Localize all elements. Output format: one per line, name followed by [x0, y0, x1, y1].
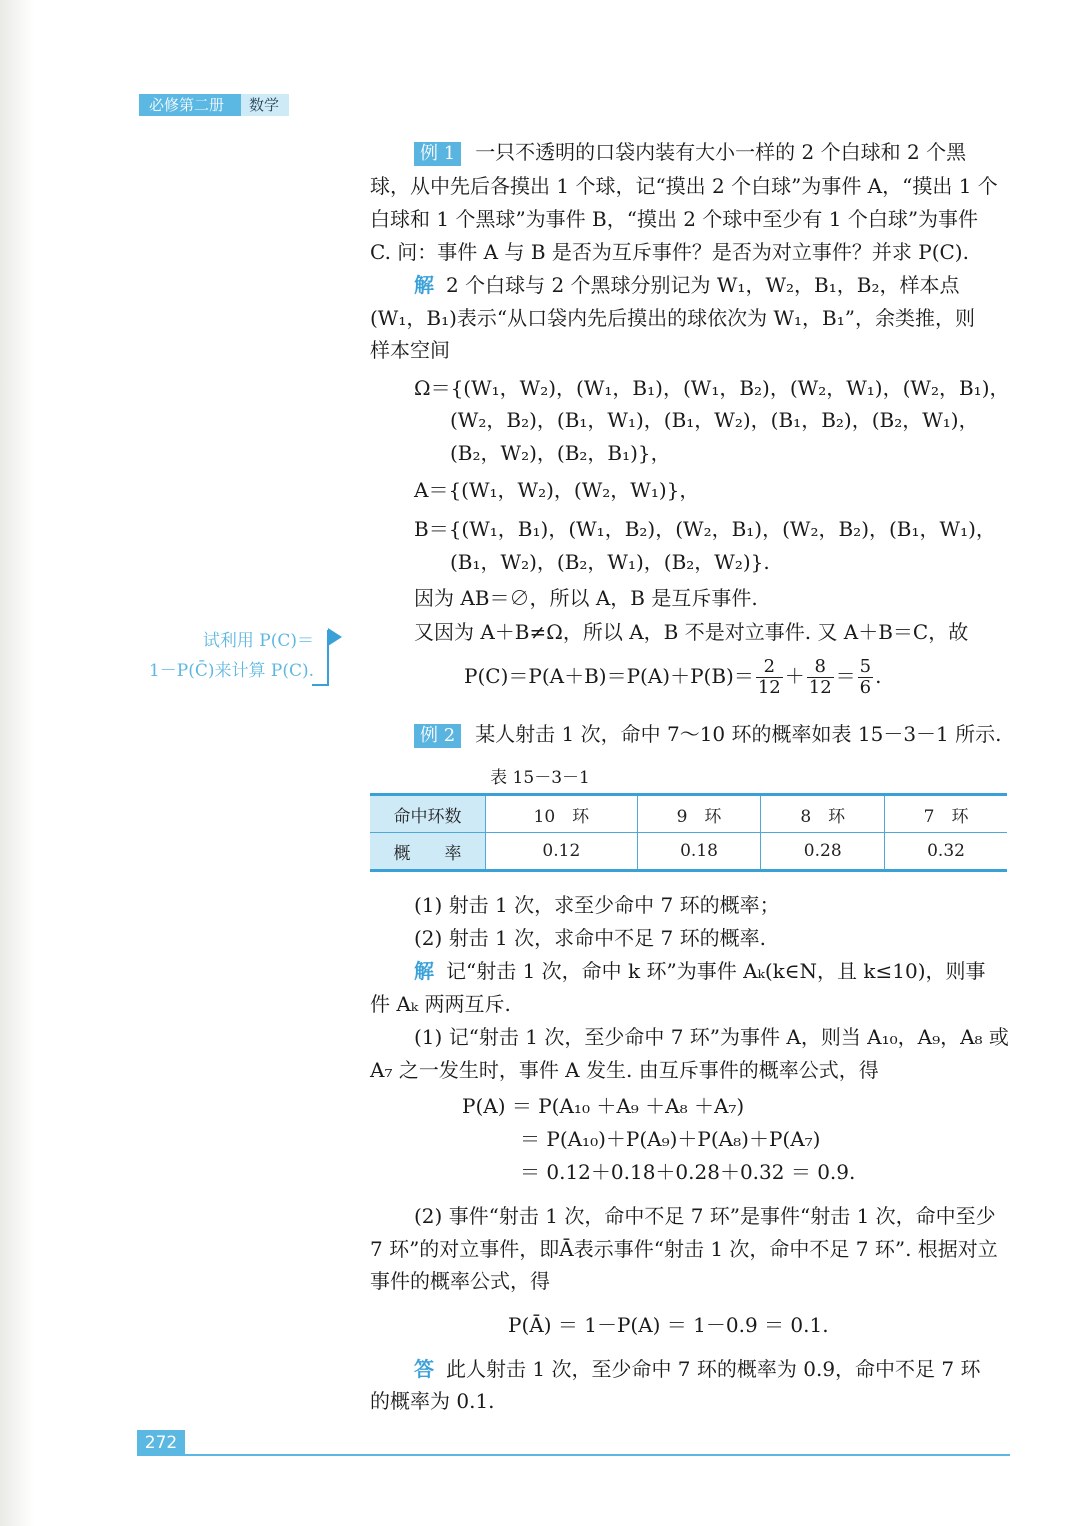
fraction [756, 657, 783, 698]
event-b-equation: (B₁，W₂)，(B₂，W₁)，(B₂，W₂)}. [450, 550, 770, 574]
example1-first-line [414, 138, 966, 166]
fraction [807, 657, 834, 698]
solution-text: (W₁，B₁)表示“从口袋内先后摸出的球依次为 W₁，B₁”，余类推，则 [370, 306, 975, 330]
example2-text: 某人射击 1 次，命中 7～10 环的概率如表 15－3－1 所示. [475, 722, 1002, 746]
not-opposite-statement: 又因为 A＋B≠Ω，所以 A，B 不是对立事件. 又 A＋B＝C，故 [414, 620, 969, 644]
period: . [875, 664, 882, 688]
example2-solution-line [414, 957, 986, 985]
part1-text: (1) 记“射击 1 次，至少命中 7 环”为事件 A，则当 A₁₀，A₉，A₈ 或 [414, 1025, 1009, 1049]
fraction [858, 657, 873, 698]
answer-text: 此人射击 1 次，至少命中 7 环的概率为 0.9，命中不足 7 环 [446, 1357, 981, 1381]
part2-text: (2) 事件“射击 1 次，命中不足 7 环”是事件“射击 1 次，命中至少 [414, 1204, 996, 1228]
margin-note-line: 1－P(C̄)来计算 P(C). [148, 661, 314, 681]
example1-text: C. 问：事件 A 与 B 是否为互斥事件？是否为对立事件？并求 P(C). [370, 240, 969, 264]
running-header [139, 94, 289, 116]
numerator: 2 [756, 657, 783, 678]
solution-label: 解 [414, 959, 434, 983]
example1-text: 白球和 1 个黑球”为事件 B，“摸出 2 个球中至少有 1 个白球”为事件 [370, 207, 979, 231]
omega-equation: (W₂，B₂)，(B₁，W₁)，(B₁，W₂)，(B₁，B₂)，(B₂，W₁)， [450, 408, 979, 432]
solution-text: 件 Aₖ 两两互斥. [370, 992, 511, 1016]
table-row [370, 795, 1007, 833]
table-cell: 0.32 [885, 833, 1007, 871]
omega-equation: Ω＝{(W₁，W₂)，(W₁，B₁)，(W₁，B₂)，(W₂，W₁)，(W₂，B₁)， [414, 376, 1010, 400]
table-cell: 0.12 [486, 833, 638, 871]
table-row [370, 833, 1007, 871]
answer-line [414, 1355, 980, 1383]
margin-note-line: 试利用 P(C)＝ [202, 631, 314, 651]
calc-line: P(A) ＝ P(A₁₀ ＋A₉ ＋A₈ ＋A₇) [462, 1094, 745, 1118]
table-cell: 7 环 [885, 795, 1007, 833]
denominator: 6 [859, 677, 872, 698]
margin-note-bracket-foot [312, 684, 329, 686]
table-cell: 9 环 [637, 795, 761, 833]
question-1: (1) 射击 1 次，求至少命中 7 环的概率； [414, 893, 780, 917]
mutex-statement: 因为 AB＝∅，所以 A，B 是互斥事件. [414, 586, 758, 610]
table-header-cell: 概 率 [370, 833, 486, 871]
solution-text: 记“射击 1 次，命中 k 环”为事件 Aₖ(k∈N，且 k≤10)，则事 [446, 959, 986, 983]
table-cell: 0.18 [637, 833, 761, 871]
table-cell: 0.28 [761, 833, 885, 871]
pc-equation [464, 654, 881, 698]
example2-tag: 例 2 [414, 724, 461, 748]
page-number: 272 [137, 1430, 185, 1456]
book-title: 必修第二册 [139, 94, 241, 116]
example1-text: 球，从中先后各摸出 1 个球，记“摸出 2 个白球”为事件 A，“摸出 1 个 [370, 174, 998, 198]
example1-solution-line [414, 271, 959, 299]
solution-text: 样本空间 [370, 338, 450, 362]
example1-text: 一只不透明的口袋内装有大小一样的 2 个白球和 2 个黑 [475, 140, 967, 164]
calc-line: ＝ P(A₁₀)＋P(A₉)＋P(A₈)＋P(A₇) [520, 1127, 821, 1151]
solution-label: 解 [414, 273, 434, 297]
part2-text: 事件的概率公式，得 [370, 1269, 550, 1293]
omega-equation: (B₂，W₂)，(B₂，B₁)}， [450, 441, 671, 465]
denominator: 12 [808, 677, 832, 698]
plus-sign: ＋ [784, 664, 805, 688]
answer-label: 答 [414, 1357, 434, 1381]
table-cell: 10 环 [486, 795, 638, 833]
calc-line: P(Ā) ＝ 1－P(A) ＝ 1－0.9 ＝ 0.1. [508, 1313, 829, 1337]
probability-table [370, 793, 1007, 872]
margin-note-arrow-icon [328, 628, 342, 646]
question-2: (2) 射击 1 次，求命中不足 7 环的概率. [414, 926, 766, 950]
margin-note [134, 626, 334, 686]
denominator: 12 [757, 677, 781, 698]
event-b-equation: B＝{(W₁，B₁)，(W₁，B₂)，(W₂，B₁)，(W₂，B₂)，(B₁，W₁)， [414, 517, 996, 541]
equals-sign: ＝ [835, 664, 856, 688]
numerator: 5 [859, 656, 872, 677]
footer-rule [185, 1454, 1010, 1456]
table-caption: 表 15－3－1 [490, 768, 590, 788]
part2-text: 7 环”的对立事件，即Ā表示事件“射击 1 次，命中不足 7 环”. 根据对立 [370, 1237, 998, 1261]
example1-tag: 例 1 [414, 142, 461, 166]
event-a-equation: A＝{(W₁，W₂)，(W₂，W₁)}， [414, 478, 700, 502]
subject-title: 数学 [241, 94, 289, 116]
part1-text: A₇ 之一发生时，事件 A 发生. 由互斥事件的概率公式，得 [370, 1058, 879, 1082]
solution-text: 2 个白球与 2 个黑球分别记为 W₁，W₂，B₁，B₂，样本点 [446, 273, 960, 297]
table-cell: 8 环 [761, 795, 885, 833]
table-header-cell: 命中环数 [370, 795, 486, 833]
pc-lhs: P(C)＝P(A＋B)＝P(A)＋P(B)＝ [464, 664, 754, 688]
example2-first-line [414, 720, 1002, 748]
answer-text: 的概率为 0.1. [370, 1389, 495, 1413]
numerator: 8 [807, 657, 834, 678]
calc-line: ＝ 0.12＋0.18＋0.28＋0.32 ＝ 0.9. [520, 1160, 856, 1184]
